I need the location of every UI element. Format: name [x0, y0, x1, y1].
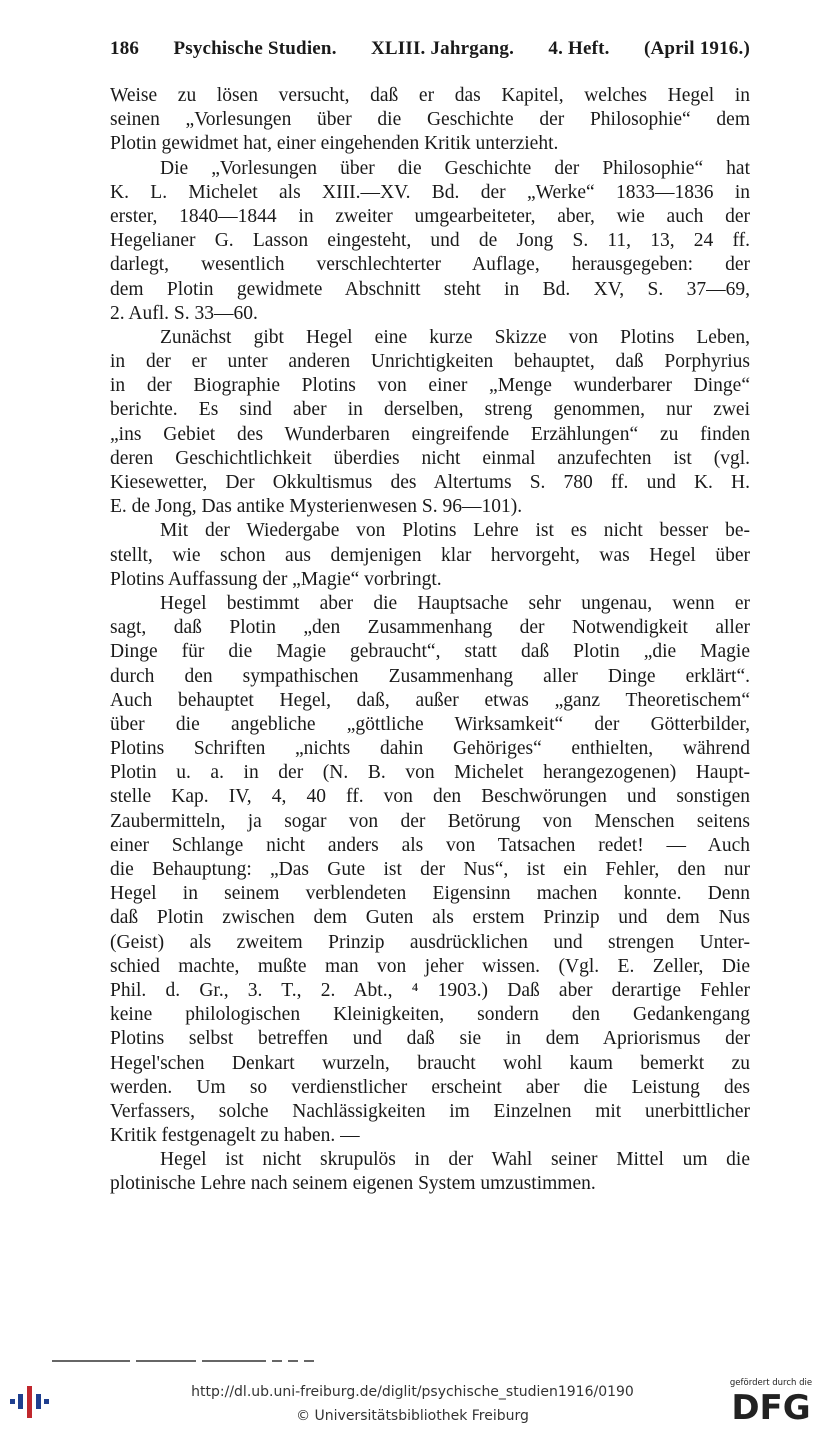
text-line: Hegelianer G. Lasson eingesteht, und de Jong S. 11, 13, 24 ff.	[110, 230, 750, 252]
text-line: schied machte, mußte man von jeher wissen. (Vgl. E. Zeller, Die	[110, 955, 750, 977]
text-line: in der er unter anderen Unrichtigkeiten behauptet, daß Porphyrius	[110, 351, 750, 373]
source-url-link[interactable]: http://dl.ub.uni-freiburg.de/diglit/psychische_studien1916/0190	[191, 1384, 634, 1400]
text-line: stellt, wie schon aus demjenigen klar hervorgeht, was Hegel über	[110, 544, 750, 566]
text-line: Plotins Schriften „nichts dahin Gehöriges“ enthielten, während	[110, 738, 750, 760]
text-line: Plotins selbst betreffen und daß sie in dem Apriorismus der	[110, 1028, 750, 1050]
running-header	[110, 38, 750, 60]
text-line: Die „Vorlesungen über die Geschichte der Philosophie“ hat	[160, 157, 750, 179]
text-line: E. de Jong, Das antike Mysterienwesen S. 96—101).	[110, 496, 523, 518]
text-line: plotinische Lehre nach seinem eigenen System umzustimmen.	[110, 1173, 596, 1195]
text-line: die Behauptung: „Das Gute ist der Nus“, ist ein Fehler, den nur	[110, 859, 750, 880]
digitization-footer	[0, 1376, 825, 1430]
text-line: Plotin gewidmet hat, einer eingehenden Kritik unterzieht.	[110, 133, 559, 155]
text-line: Verfassers, solche Nachlässigkeiten im Einzelnen mit unerbittlicher	[110, 1100, 750, 1122]
text-line: Weise zu lösen versucht, daß er das Kapitel, welches Hegel in	[110, 85, 750, 106]
text-line: Hegel ist nicht skrupulös in der Wahl seiner Mittel um die	[160, 1149, 750, 1171]
text-line: einer Schlange nicht anders als von Tatsachen redet! — Auch	[110, 834, 750, 856]
text-line: Hegel bestimmt aber die Hauptsache sehr ungenau, wenn er	[160, 592, 750, 614]
text-line: Hegel'schen Denkart wurzeln, braucht wohl kaum bemerkt zu	[110, 1052, 750, 1074]
page-number: 186	[110, 38, 140, 59]
article-body	[110, 84, 750, 1197]
text-line: (Geist) als zweitem Prinzip ausdrücklichen und strengen Unter-	[110, 931, 750, 953]
text-line: Phil. d. Gr., 3. T., 2. Abt., ⁴ 1903.) Daß aber derartige Fehler	[110, 979, 750, 1001]
text-line: Hegel in seinem verblendeten Eigensinn machen konnte. Denn	[110, 883, 750, 905]
dfg-caption: gefördert durch die	[729, 1378, 813, 1388]
dfg-logo-icon	[728, 1389, 814, 1423]
text-line: Kritik festgenagelt zu haben. —	[110, 1125, 360, 1147]
text-line: Mit der Wiedergabe von Plotins Lehre ist es nicht besser be-	[160, 520, 750, 542]
text-line: keine philologischen Kleinigkeiten, sondern den Gedankengang	[110, 1004, 750, 1026]
text-line: K. L. Michelet als XIII.—XV. Bd. der „Werke“ 1833—1836 in	[110, 181, 750, 203]
text-line: Plotin u. a. in der (N. B. von Michelet herangezogenen) Haupt-	[110, 762, 750, 784]
text-line: 2. Aufl. S. 33—60.	[110, 302, 258, 324]
bottom-rule	[52, 1360, 342, 1362]
text-line: deren Geschichtlichkeit überdies nicht einmal anzufechten ist (vgl.	[110, 447, 750, 469]
text-line: Zunächst gibt Hegel eine kurze Skizze von Plotins Leben,	[160, 326, 750, 348]
text-line: in der Biographie Plotins von einer „Menge wunderbarer Dinge“	[110, 375, 750, 397]
text-line: Zaubermitteln, ja sogar von der Betörung von Menschen seitens	[110, 810, 750, 832]
text-line: darlegt, wesentlich verschlechterter Auflage, herausgegeben: der	[110, 254, 750, 276]
text-line: seinen „Vorlesungen über die Geschichte der Philosophie“ dem	[110, 109, 750, 131]
text-line: erster, 1840—1844 in zweiter umgearbeiteter, aber, wie auch der	[110, 205, 750, 227]
text-line: über die angebliche „göttliche Wirksamkeit“ der Götterbilder,	[110, 713, 750, 735]
issue-label: 4. Heft.	[548, 38, 610, 59]
text-line: stelle Kap. IV, 4, 40 ff. von den Beschwörungen und sonstigen	[110, 786, 750, 808]
text-line: werden. Um so verdienstlicher erscheint aber die Leistung des	[110, 1076, 750, 1098]
text-line: Auch behauptet Hegel, daß, außer etwas „ganz Theoretischem“	[110, 689, 750, 711]
text-line: „ins Gebiet des Wunderbaren eingreifende Erzählungen“ zu finden	[110, 423, 750, 445]
journal-title: Psychische Studien.	[173, 38, 337, 59]
text-line: Plotins Auffassung der „Magie“ vorbringt.	[110, 568, 442, 590]
issue-date: (April 1916.)	[643, 38, 750, 59]
text-line: durch den sympathischen Zusammenhang aller Dinge erklärt“.	[110, 665, 750, 687]
dfg-logo-text: DFG	[731, 1389, 811, 1423]
text-line: sagt, daß Plotin „den Zusammenhang der Notwendigkeit aller	[110, 617, 750, 639]
text-line: dem Plotin gewidmete Abschnitt steht in Bd. XV, S. 37—69,	[110, 278, 750, 300]
text-line: daß Plotin zwischen dem Guten als erstem Prinzip und dem Nus	[110, 907, 750, 929]
text-line: Dinge für die Magie gebraucht“, statt daß Plotin „die Magie	[110, 641, 750, 663]
text-line: berichte. Es sind aber in derselben, streng genommen, nur zwei	[110, 399, 750, 421]
dfg-funding-badge	[725, 1378, 817, 1426]
text-line: Kiesewetter, Der Okkultismus des Altertums S. 780 ff. und K. H.	[110, 472, 750, 493]
volume-label: XLIII. Jahrgang.	[370, 38, 515, 59]
copyright-notice: © Universitätsbibliothek Freiburg	[296, 1408, 529, 1424]
